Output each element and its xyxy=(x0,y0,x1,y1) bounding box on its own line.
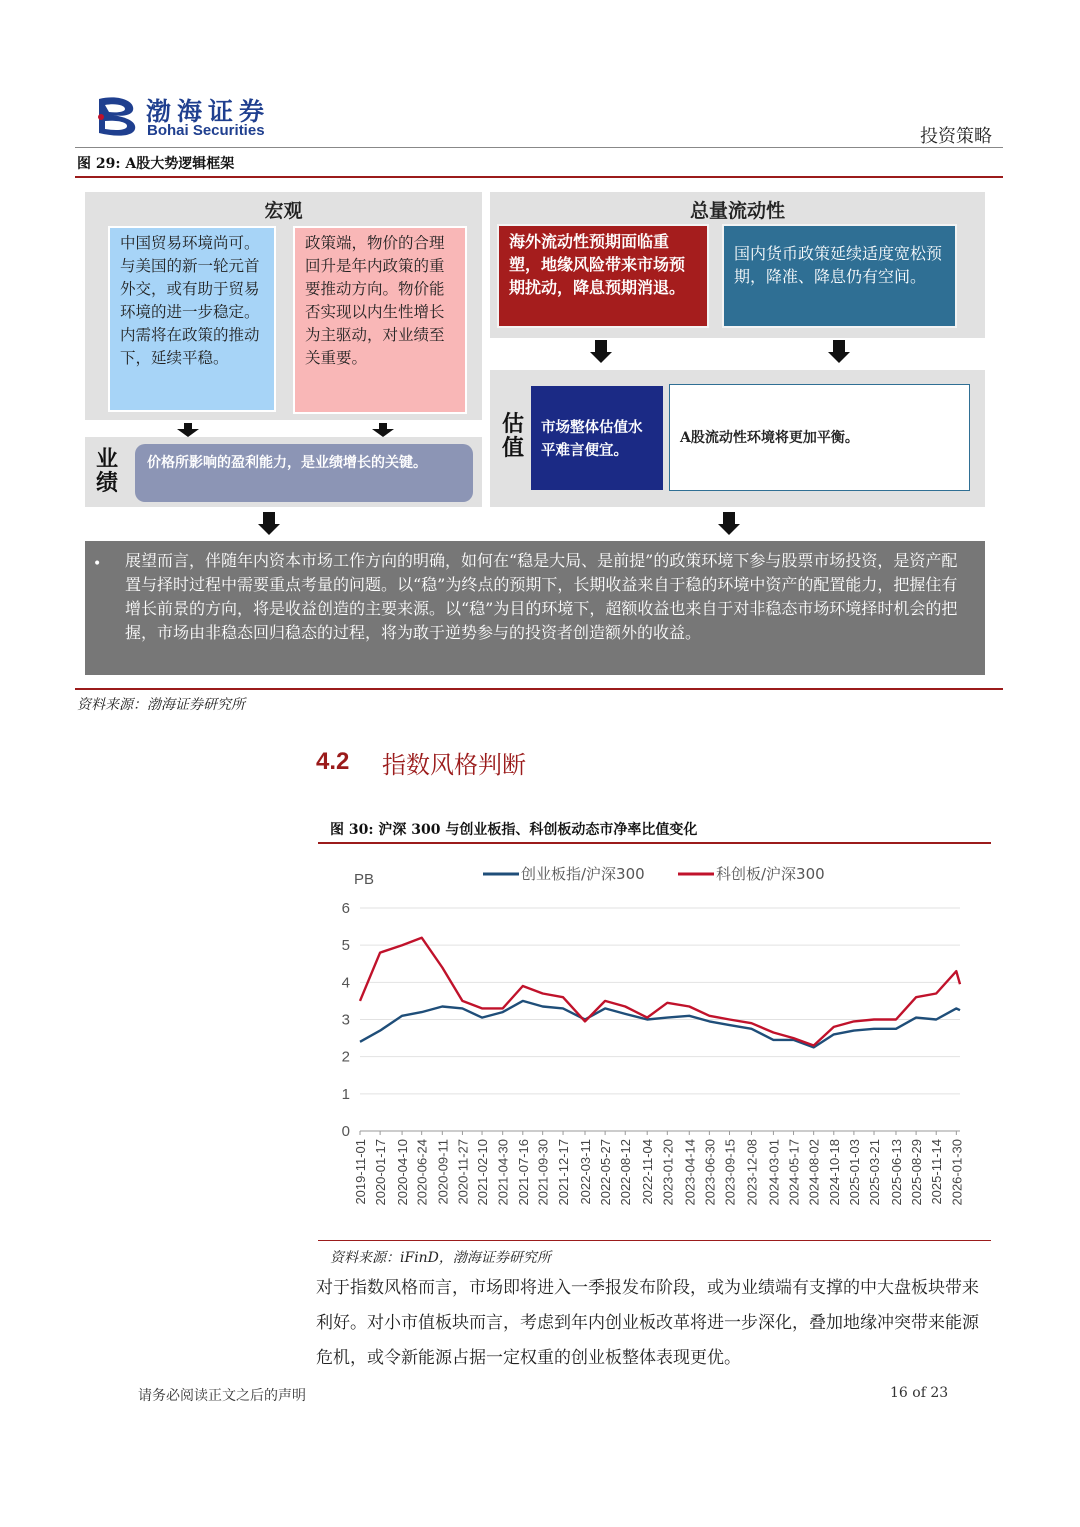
x-tick-label: 2021-09-30 xyxy=(535,1139,551,1206)
x-tick-label: 2020-11-27 xyxy=(455,1139,471,1205)
y-tick-label: 3 xyxy=(341,1011,350,1029)
arrow-down-icon xyxy=(718,512,740,535)
x-tick-label: 2023-06-30 xyxy=(702,1139,718,1206)
pb-ratio-chart xyxy=(318,848,991,1238)
arrow-down-icon xyxy=(177,423,199,437)
page-number: 16 of 23 xyxy=(890,1385,949,1401)
logo-english-name: Bohai Securities xyxy=(147,122,265,139)
y-axis-label: PB xyxy=(354,871,375,888)
x-tick-label: 2021-04-30 xyxy=(495,1139,511,1206)
logo-icon xyxy=(95,93,141,139)
report-category: 投资策略 xyxy=(920,126,992,147)
x-tick-label: 2019-11-01 xyxy=(353,1139,368,1205)
valuation-label: 估值 xyxy=(501,412,524,461)
x-tick-label: 2021-12-17 xyxy=(556,1139,572,1206)
figure30-top-rule xyxy=(318,842,991,844)
x-tick-label: 2021-02-10 xyxy=(475,1139,491,1206)
y-tick-label: 2 xyxy=(341,1048,350,1066)
domestic-monetary-card: 国内货币政策延续适度宽松预期，降准、降息仍有空间。 xyxy=(722,224,957,328)
x-tick-label: 2025-06-13 xyxy=(888,1139,904,1206)
x-tick-label: 2024-08-02 xyxy=(806,1139,822,1206)
logo-chinese-name: 渤海证券 xyxy=(146,97,271,126)
x-tick-label: 2026-01-30 xyxy=(949,1139,965,1206)
x-tick-label: 2020-01-17 xyxy=(373,1139,389,1206)
legend-label: 科创板/沪深300 xyxy=(716,865,825,883)
earnings-card: 价格所影响的盈利能力，是业绩增长的关键。 xyxy=(135,444,473,502)
x-tick-label: 2020-04-10 xyxy=(395,1139,411,1206)
x-tick-label: 2023-12-08 xyxy=(744,1139,760,1206)
bullet-icon: • xyxy=(93,556,102,572)
section-number: 4.2 xyxy=(316,748,350,775)
x-tick-label: 2025-01-03 xyxy=(846,1139,862,1206)
arrow-down-icon xyxy=(372,423,394,437)
figure29-title: 图 29: A股大势逻辑框架 xyxy=(77,156,235,172)
liquidity-title: 总量流动性 xyxy=(689,200,785,222)
trade-environment-card: 中国贸易环境尚可。与美国的新一轮元首外交，或有助于贸易环境的进一步稳定。内需将在政策的推动下，延续平稳。 xyxy=(108,226,276,412)
macro-title: 宏观 xyxy=(264,200,303,222)
x-tick-label: 2024-10-18 xyxy=(826,1139,842,1206)
x-tick-label: 2021-07-16 xyxy=(515,1139,531,1206)
x-tick-label: 2023-01-20 xyxy=(660,1139,676,1206)
arrow-down-icon xyxy=(828,340,850,363)
x-tick-label: 2024-03-01 xyxy=(766,1139,782,1206)
x-tick-label: 2025-03-21 xyxy=(867,1139,883,1206)
x-tick-label: 2020-06-24 xyxy=(414,1139,430,1206)
x-tick-label: 2022-03-11 xyxy=(578,1139,593,1205)
x-tick-label: 2022-08-12 xyxy=(618,1139,634,1206)
x-tick-label: 2022-11-04 xyxy=(640,1139,656,1205)
y-tick-label: 4 xyxy=(341,974,350,992)
policy-price-card: 政策端，物价的合理回升是年内政策的重要推动方向。物价能否实现以内生性增长为主驱动，对业绩至关重要。 xyxy=(293,226,467,414)
x-tick-label: 2023-04-14 xyxy=(682,1139,698,1206)
y-tick-label: 6 xyxy=(341,900,350,917)
x-tick-label: 2023-09-15 xyxy=(722,1139,738,1206)
figure30-title: 图 30: 沪深 300 与创业板指、科创板动态市净率比值变化 xyxy=(330,822,698,838)
arrow-down-icon xyxy=(590,340,612,363)
figure30-source: 资料来源：iFinD，渤海证券研究所 xyxy=(330,1250,551,1266)
y-tick-label: 0 xyxy=(341,1123,350,1140)
x-tick-label: 2025-08-29 xyxy=(909,1139,925,1206)
overseas-liquidity-card: 海外流动性预期面临重塑，地缘风险带来市场预期扰动，降息预期消退。 xyxy=(497,224,709,328)
x-tick-label: 2024-05-17 xyxy=(786,1139,802,1206)
header-divider xyxy=(75,147,1003,148)
legend-label: 创业板指/沪深300 xyxy=(521,865,645,883)
x-tick-label: 2020-09-11 xyxy=(435,1139,451,1205)
summary-box: 展望而言，伴随年内资本市场工作方向的明确，如何在“稳是大局、是前提”的政策环境下参与股票市场投资，是资产配置与择时过程中需要重点考量的问题。以“稳”为终点的预期下，长期收益来自于稳的环境中资产的配置能力，把握住有增长前景的方向，将是收益创造的主要来源。以“稳”为目的环境下，超额收益也来自于对非稳态市场环境择时机会的把握，市场由非稳态回归稳态的过程，将为敢于逆势参与的投资者创造额外的收益。 xyxy=(85,541,985,675)
figure29-bottom-rule xyxy=(75,688,1003,690)
valuation-level-card: 市场整体估值水平难言便宜。 xyxy=(531,386,663,490)
body-paragraph: 对于指数风格而言，市场即将进入一季报发布阶段，或为业绩端有支撑的中大盘板块带来利好。对小市值板块而言，考虑到年内创业板改革将进一步深化，叠加地缘冲突带来能源危机，或令新能源占据一定权重的创业板整体表现更优。 xyxy=(316,1278,979,1368)
arrow-down-icon xyxy=(258,512,280,535)
y-tick-label: 1 xyxy=(341,1085,350,1103)
figure29-source: 资料来源：渤海证券研究所 xyxy=(77,697,245,713)
figure29-top-rule xyxy=(75,176,1003,178)
x-tick-label: 2025-11-14 xyxy=(929,1139,945,1205)
footer-disclaimer: 请务必阅读正文之后的声明 xyxy=(138,1388,306,1404)
figure30-bottom-rule xyxy=(318,1240,991,1241)
y-tick-label: 5 xyxy=(341,937,350,955)
section-title: 指数风格判断 xyxy=(382,751,526,779)
liquidity-balance-card: A股流动性环境将更加平衡。 xyxy=(669,384,970,491)
earnings-label: 业绩 xyxy=(95,447,118,496)
x-tick-label: 2022-05-27 xyxy=(598,1139,614,1206)
